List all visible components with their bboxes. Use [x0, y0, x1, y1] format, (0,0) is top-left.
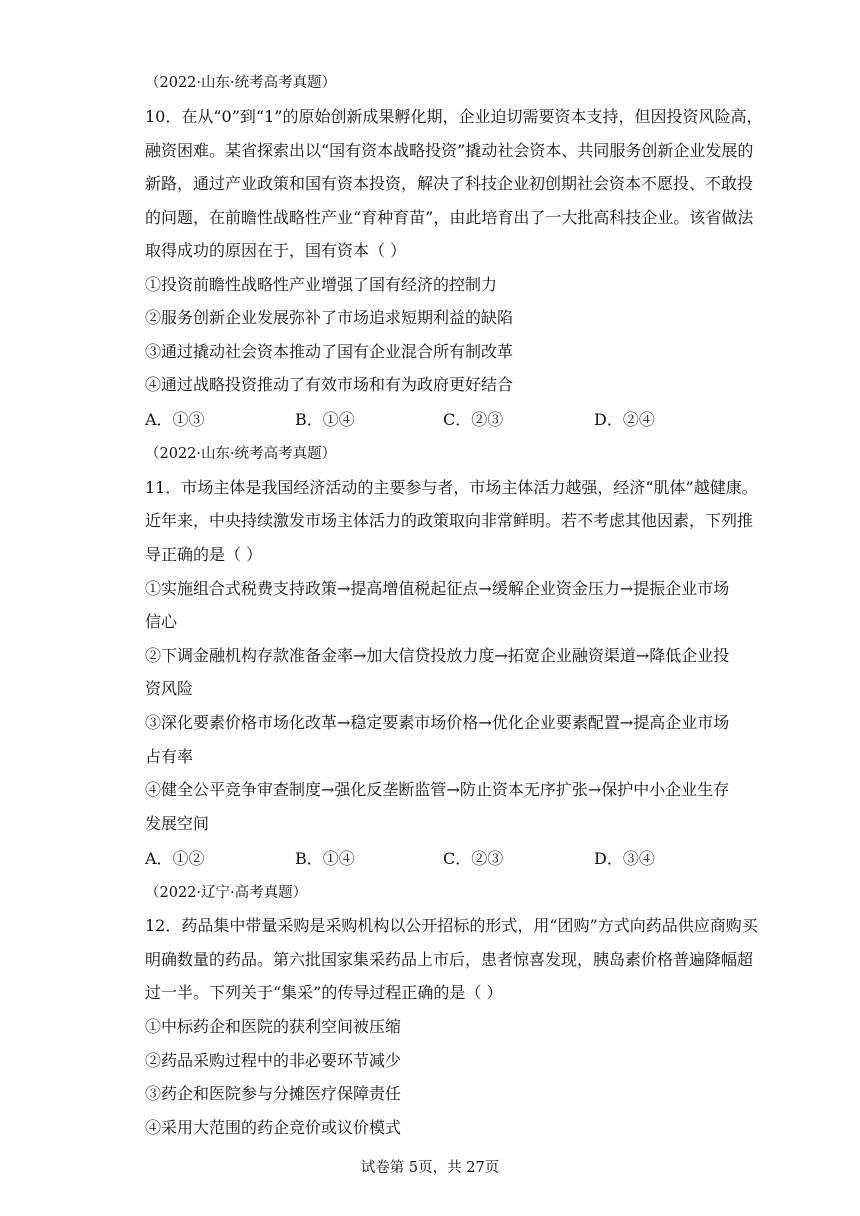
option-d[interactable]: D．③④: [594, 849, 655, 868]
choice-item: 资风险: [145, 679, 194, 698]
choice-item: ③通过撬动社会资本推动了国有企业混合所有制改革: [145, 342, 514, 361]
question-stem-line: 取得成功的原因在于，国有资本（ ）: [145, 241, 407, 260]
choice-item: ③深化要素价格市场化改革→稳定要素市场价格→优化企业要素配置→提高企业市场: [145, 713, 730, 732]
choice-item: ③药企和医院参与分摊医疗保障责任: [145, 1084, 402, 1103]
question-stem-line: 过一半。下列关于“集采”的传导过程正确的是（ ）: [145, 983, 503, 1002]
choice-item: ④通过战略投资推动了有效市场和有为政府更好结合: [145, 375, 514, 394]
question-stem-line: 明确数量的药品。第六批国家集采药品上市后，患者惊喜发现，胰岛素价格普遍降幅超: [145, 950, 754, 969]
question-stem-line: 12．药品集中带量采购是采购机构以公开招标的形式，用“团购”方式向药品供应商购买: [145, 916, 758, 935]
question-stem-line: 新路，通过产业政策和国有资本投资，解决了科技企业初创期社会资本不愿投、不敢投: [145, 174, 754, 193]
answer-options: [145, 848, 725, 870]
choice-item: ②药品采购过程中的非必要环节减少: [145, 1051, 402, 1070]
choice-item: ①投资前瞻性战略性产业增强了国有经济的控制力: [145, 275, 498, 294]
option-a[interactable]: A．①②: [145, 849, 205, 868]
question-source: （2022·山东·统考高考真题）: [145, 446, 337, 462]
option-b[interactable]: B．①④: [295, 410, 355, 429]
question-stem-line: 导正确的是（ ）: [145, 545, 263, 564]
choice-item: ①中标药企和医院的获利空间被压缩: [145, 1017, 402, 1036]
page-footer: 试卷第 5页，共 27页: [360, 1160, 500, 1176]
option-d[interactable]: D．②④: [594, 410, 655, 429]
choice-item: 信心: [145, 612, 178, 631]
answer-options: [145, 409, 725, 431]
question-stem-line: 10．在从“0”到“1”的原始创新成果孵化期，企业迫切需要资本支持，但因投资风险高，: [145, 107, 763, 126]
option-c[interactable]: C．②③: [443, 410, 504, 429]
question-source: （2022·山东·统考高考真题）: [145, 75, 337, 91]
option-a[interactable]: A．①③: [145, 410, 205, 429]
question-stem-line: 11．市场主体是我国经济活动的主要参与者，市场主体活力越强，经济“肌体”越健康。: [145, 478, 758, 497]
choice-item: 发展空间: [145, 814, 210, 833]
question-stem-line: 的问题，在前瞻性战略性产业“育种育苗”，由此培育出了一大批高科技企业。该省做法: [145, 208, 754, 227]
option-b[interactable]: B．①④: [295, 849, 355, 868]
choice-item: ④健全公平竞争审查制度→强化反垄断监管→防止资本无序扩张→保护中小企业生存: [145, 780, 730, 799]
question-stem-line: 近年来，中央持续激发市场主体活力的政策取向非常鲜明。若不考虑其他因素，下列推: [145, 511, 754, 530]
choice-item: 占有率: [145, 747, 194, 766]
question-source: （2022·辽宁·高考真题）: [145, 885, 308, 901]
question-stem-line: 融资困难。某省探索出以“国有资本战略投资”撬动社会资本、共同服务创新企业发展的: [145, 141, 754, 160]
choice-item: ②下调金融机构存款准备金率→加大信贷投放力度→拓宽企业融资渠道→降低企业投: [145, 646, 730, 665]
choice-item: ②服务创新企业发展弥补了市场追求短期利益的缺陷: [145, 308, 514, 327]
option-c[interactable]: C．②③: [443, 849, 504, 868]
choice-item: ④采用大范围的药企竞价或议价模式: [145, 1118, 402, 1137]
choice-item: ①实施组合式税费支持政策→提高增值税起征点→缓解企业资金压力→提振企业市场: [145, 579, 730, 598]
